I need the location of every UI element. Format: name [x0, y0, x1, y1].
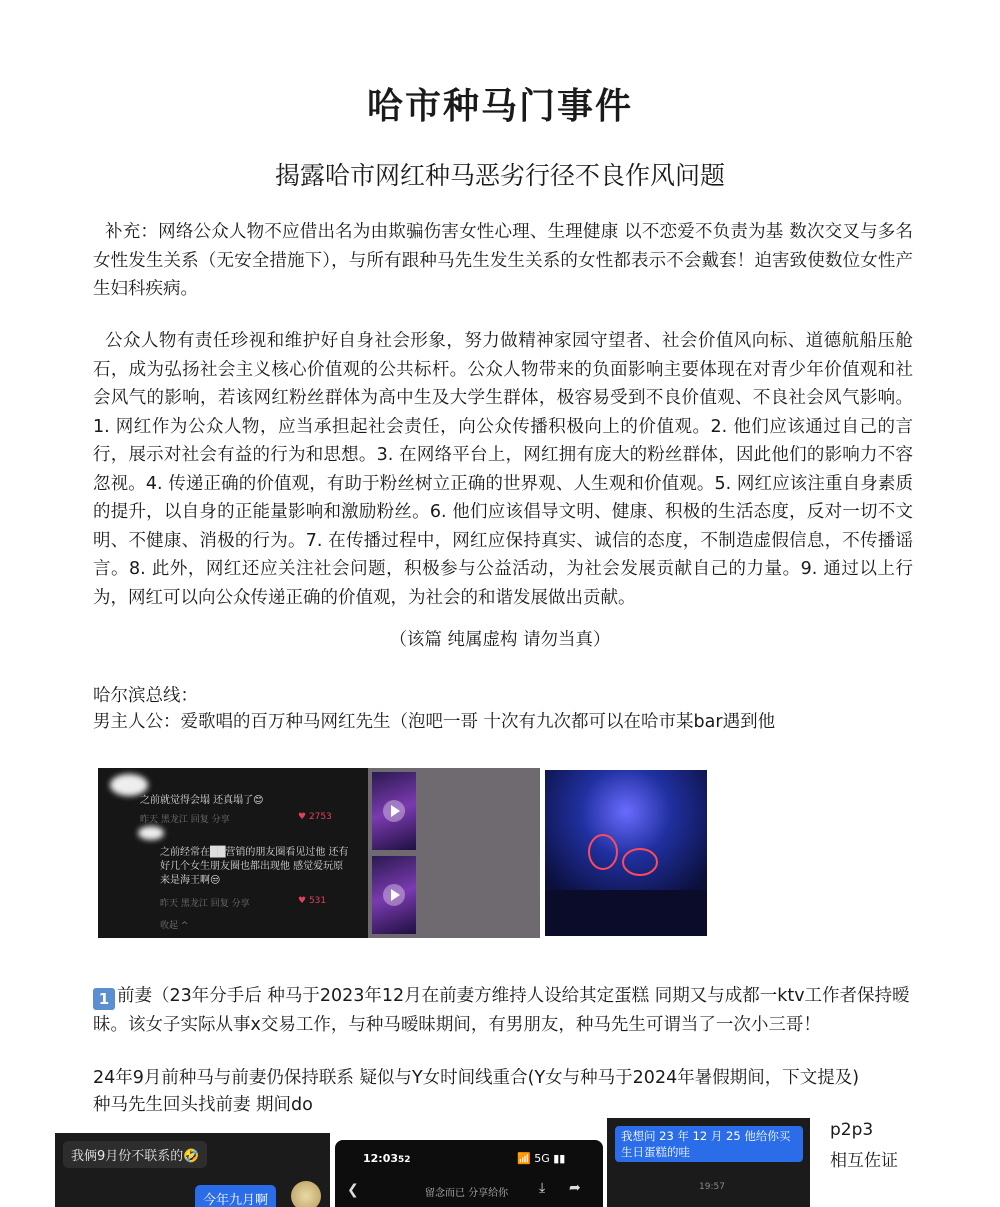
disclaimer: （该篇 纯属虚构 请勿当真）	[389, 630, 611, 650]
download-icon: ⤓	[539, 1180, 546, 1196]
status-time-small: 52	[398, 1155, 411, 1165]
timeline-label: 哈尔滨总线：	[93, 686, 198, 706]
like-count: ♥ 2753	[298, 812, 332, 822]
like-number: 531	[308, 896, 327, 906]
number-badge: 1	[93, 988, 115, 1010]
bar-scene	[545, 770, 707, 936]
collapse-link: 收起 ^	[160, 921, 189, 931]
blurred-avatar	[138, 826, 164, 840]
chat-bubble-right: 今年九月啊	[195, 1185, 276, 1207]
chat-bubble-left: 我俩9月份不联系的🤣	[63, 1141, 207, 1168]
video-thumbnails	[368, 768, 540, 938]
side-note-2: 相互佐证	[830, 1151, 898, 1171]
phone-screenshot	[335, 1140, 603, 1207]
like-number: 2753	[308, 812, 332, 822]
status-bar: 📶 5G ▮▮	[517, 1152, 566, 1165]
bar-photo	[545, 770, 707, 936]
play-icon	[383, 800, 405, 822]
chat-time: 19:57	[699, 1182, 725, 1192]
highlight-circle	[589, 835, 617, 869]
page-subtitle: 揭露哈市网红种马恶劣行径不良作风问题	[274, 161, 725, 190]
side-note-1: p2p3	[830, 1120, 874, 1140]
share-caption: 留念而已 分享给你	[425, 1188, 509, 1199]
status-time-main: 12:03	[363, 1152, 399, 1165]
blurred-avatar	[110, 774, 148, 796]
chat-bubble-right: 我想问 23 年 12 月 25 他给你买生日蛋糕的哇	[615, 1126, 803, 1162]
status-time	[363, 1152, 411, 1165]
like-count: ♥ 531	[298, 896, 327, 906]
comment-meta: 昨天 黑龙江 回复 分享	[160, 899, 250, 909]
video-thumbnail	[372, 856, 416, 934]
section-heading: 前妻（23年分手后 种马于2023年12月在前妻方维持人设给其定蛋糕 同期又与成都一ktv工作者保持暧昧。该女子实际从事x交易工作，与种马暧昧期间，有男朋友，种马先生可谓当了一次小三哥！	[93, 986, 910, 1035]
comment-text: 之前就觉得会塌 还真塌了😊	[140, 795, 264, 806]
crowd-silhouette	[545, 890, 707, 936]
chat-screenshot-2	[607, 1118, 810, 1207]
chat-screenshot	[55, 1133, 330, 1207]
section-ex-wife	[93, 982, 913, 1039]
supplement-paragraph: 补充：网络公众人物不应借出名为由欺骗伤害女性心理、生理健康 以不恋爱不负责为基 数次交叉与多名女性发生关系（无安全措施下），与所有跟种马先生发生关系的女性都表示不会戴套！迫害致使数位女性产生妇科疾病。	[93, 222, 913, 299]
highlight-circle	[623, 849, 657, 875]
back-icon: ❮	[347, 1182, 359, 1198]
protagonist-line: 男主人公：爱歌唱的百万种马网红先生（泡吧一哥 十次有九次都可以在哈市某bar遇到他	[93, 712, 776, 732]
body-paragraph: 公众人物有责任珍视和维护好自身社会形象，努力做精神家园守望者、社会价值风向标、道德航船压舱石，成为弘扬社会主义核心价值观的公共标杆。公众人物带来的负面影响主要体现在对青少年价值观和社会风气的影响，若该网红粉丝群体为高中生及大学生群体，极容易受到不良价值观、不良社会风气影响。1. 网红作为公众人物，应当承担起社会责任，向公众传播积极向上的价值观。2. 他们应该通过自己的言行，展示对社会有益的行为和思想。3. 在网络平台上，网红拥有庞大的粉丝群体，因此他们的影响力不容忽视。4. 传递正确的价值观，有助于粉丝树立正确的世界观、人生观和价值观。5. 网红应该注重自身素质的提升，以自身的正能量影响和激励粉丝。6. 他们应该倡导文明、健康、积极的生活态度，反对一切不文明、不健康、消极的行为。7. 在传播过程中，网红应保持真实、诚信的态度，不制造虚假信息，不传播谣言。8. 此外，网红还应关注社会问题，积极参与公益活动，为社会发展贡献自己的力量。9. 通过以上行为，网红可以向公众传递正确的价值观，为社会的和谐发展做出贡献。	[93, 331, 913, 608]
share-icon: ➦	[569, 1180, 581, 1196]
comment-text: 之前经常在██营销的朋友圈看见过他 还有好几个女生朋友圈也都出现他 感觉爱玩原来是海王啊😒	[160, 847, 349, 886]
comment-meta: 昨天 黑龙江 回复 分享	[140, 815, 230, 825]
avatar	[291, 1181, 321, 1207]
section-line: 24年9月前种马与前妻仍保持联系 疑似与Y女时间线重合(Y女与种马于2024年暑假期间，下文提及)	[93, 1068, 860, 1088]
video-thumbnail	[372, 772, 416, 850]
play-icon	[383, 884, 405, 906]
page-title: 哈市种马门事件	[366, 86, 633, 127]
comment-screenshot	[98, 768, 368, 938]
section-line: 种马先生回头找前妻 期间do	[93, 1095, 313, 1115]
